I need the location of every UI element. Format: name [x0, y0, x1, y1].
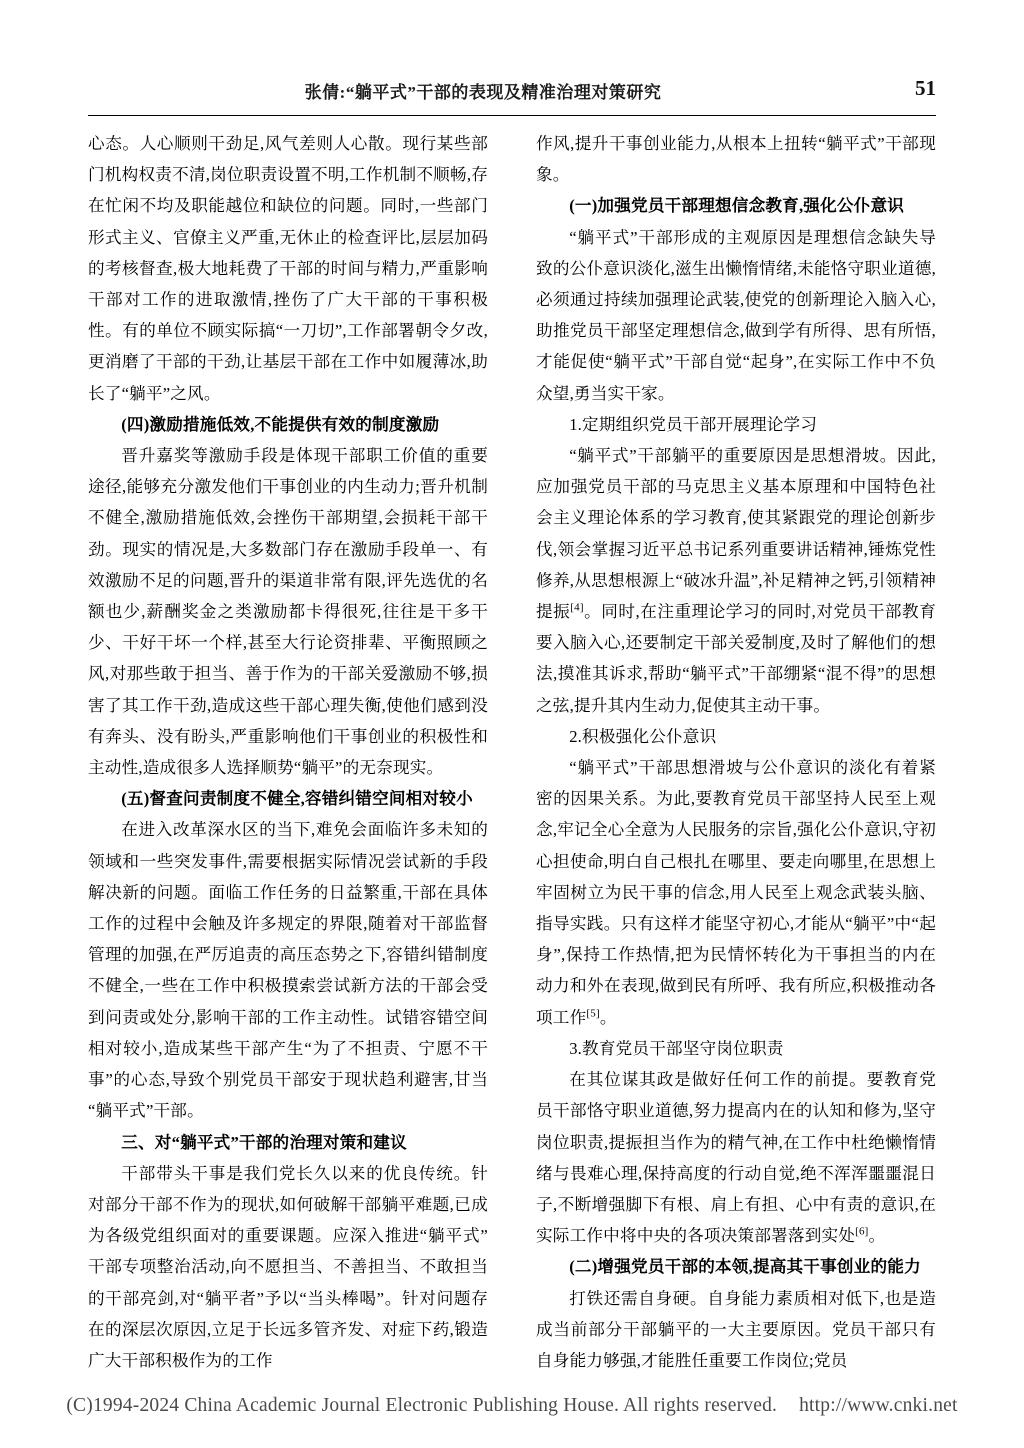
paragraph-text: “躺平式”干部思想滑坡与公仆意识的淡化有着紧密的因果关系。为此,要教育党员干部坚持人民至上观念,牢记全心全意为人民服务的宗旨,强化公仆意识,守初心担使命,明白自己根扎在哪里、要走向哪里,在思想上牢固树立为民干事的信念,用人民至上观念武装头脑、指导实践。只有这样才能坚守初心,才能从“躺平”中“起身”,保持工作热情,把为民情怀转化为干事担当的内在动力和外在表现,做到民有所呼、我有所应,积极推动各项工作: [536, 758, 936, 1027]
page-number: 51: [915, 76, 936, 100]
paragraph-text: “躺平式”干部躺平的重要原因是思想滑坡。因此,应加强党员干部的马克思主义基本原理和中国特色社会主义理论体系的学习教育,使其紧跟党的理论创新步伐,领会掌握习近平总书记系列重要讲话精神,锤炼党性修养,从思想根源上“破冰升温”,补足精神之钙,引领精神提振: [536, 446, 936, 622]
paragraph-text-after: 。: [868, 1226, 886, 1246]
section-heading: (二)增强党员干部的本领,提高其干事创业的能力: [569, 1257, 921, 1277]
two-column-body: [88, 128, 936, 1370]
paragraph: 晋升嘉奖等激励手段是体现干部职工价值的重要途径,能够充分激发他们干事创业的内生动力;晋升机制不健全,激励措施低效,会挫伤干部期望,会损耗干部干劲。现实的情况是,大多数部门存在激励手段单一、有效激励不足的问题,晋升的渠道非常有限,评先选优的名额也少,薪酬奖金之类激励都卡得很死,往往是干多干少、干好干坏一个样,甚至大行论资排辈、平衡照顾之风,对那些敢于担当、善于作为的干部关爱激励不够,损害了其工作干劲,造成这些干部心理失衡,使他们感到没有奔头、没有盼头,严重影响他们干事创业的积极性和主动性,造成很多人选择顺势“躺平”的无奈现实。: [88, 446, 488, 778]
cnki-url: http://www.cnki.net: [799, 1395, 958, 1416]
paragraph-text-after: 。: [599, 1007, 617, 1027]
reference-marker: [6]: [855, 1225, 869, 1238]
section-heading: 三、对“躺平式”干部的治理对策和建议: [121, 1132, 407, 1152]
subsection-heading: 1.定期组织党员干部开展理论学习: [569, 414, 818, 434]
paragraph: [536, 440, 936, 721]
paragraph: 作风,提升干事创业能力,从根本上扭转“躺平式”干部现象。: [536, 134, 936, 185]
paragraph: “躺平式”干部形成的主观原因是理想信念缺失导致的公仆意识淡化,滋生出懒惰情绪,未能恪守职业道德,必须通过持续加强理论武装,使党的创新理论入脑入心,助推党员干部坚定理想信念,做到学有所得、思有所悟,才能促使“躺平式”干部自觉“起身”,在实际工作中不负众望,勇当实干家。: [536, 227, 936, 403]
paragraph: 打铁还需自身硬。自身能力素质相对低下,也是造成当前部分干部躺平的一大主要原因。党员干部只有自身能力够强,才能胜任重要工作岗位;党员: [536, 1288, 936, 1370]
right-column: [536, 128, 936, 1370]
paragraph: 心态。人心顺则干劲足,风气差则人心散。现行某些部门机构权责不清,岗位职责设置不明,工作机制不顺畅,存在忙闲不均及职能越位和缺位的问题。同时,一些部门形式主义、官僚主义严重,无休止的检查评比,层层加码的考核督查,极大地耗费了干部的时间与精力,严重影响干部对工作的进取激情,挫伤了广大干部的干事积极性。有的单位不顾实际搞“一刀切”,工作部署朝令夕改,更消磨了干部的干劲,让基层干部在工作中如履薄冰,助长了“躺平”之风。: [88, 134, 488, 403]
running-head: [88, 78, 936, 112]
section-heading: (一)加强党员干部理想信念教育,强化公仆意识: [569, 196, 905, 216]
copyright-text: (C)1994-2024 China Academic Journal Electronic Publishing House. All rights reserved.: [66, 1395, 778, 1416]
paragraph-text-after: 。同时,在注重理论学习的同时,对党员干部教育要入脑入心,还要制定干部关爱制度,及时了解他们的想法,摸准其诉求,帮助“躺平式”干部绷紧“混不得”的思想之弦,提升其内生动力,促使其主动干事。: [536, 602, 936, 715]
paragraph-text: 在其位谋其政是做好任何工作的前提。要教育党员干部恪守职业道德,努力提高内在的认知和修为,坚守岗位职责,提振担当作为的精气神,在工作中杜绝懒惰情绪与畏难心理,保持高度的行动自觉,绝不浑浑噩噩混日子,不断增强脚下有根、肩上有担、心中有责的意识,在实际工作中将中央的各项决策部署落到实处: [536, 1070, 936, 1246]
reference-marker: [5]: [586, 1007, 600, 1020]
header-divider: [88, 115, 936, 116]
reference-marker: [4]: [570, 601, 584, 614]
running-head-title: 张倩:“躺平式”干部的表现及精准治理对策研究: [304, 83, 662, 102]
left-column: [88, 128, 488, 1370]
section-heading: (四)激励措施低效,不能提供有效的制度激励: [121, 414, 440, 434]
paragraph: [536, 752, 936, 1033]
footer-copyright: [0, 1395, 1024, 1417]
paragraph: 干部带头干事是我们党长久以来的优良传统。针对部分干部不作为的现状,如何破解干部躺平难题,已成为各级党组织面对的重要课题。应深入推进“躺平式”干部专项整治活动,向不愿担当、不善担当、不敢担当的干部亮剑,对“躺平者”予以“当头棒喝”。针对问题存在的深层次原因,立足于长远多管齐发、对症下药,锻造广大干部积极作为的工作: [88, 1163, 488, 1370]
subsection-heading: 3.教育党员干部坚守岗位职责: [569, 1038, 784, 1058]
subsection-heading: 2.积极强化公仆意识: [569, 726, 717, 746]
paragraph: [536, 1064, 936, 1251]
paragraph: 在进入改革深水区的当下,难免会面临许多未知的领域和一些突发事件,需要根据实际情况尝试新的手段解决新的问题。面临工作任务的日益繁重,干部在具体工作的过程中会触及许多规定的界限,随着对干部监督管理的加强,在严厉追责的高压态势之下,容错纠错制度不健全,一些在工作中积极摸索尝试新方法的干部会受到问责或处分,影响干部的工作主动性。试错容错空间相对较小,造成某些干部产生“为了不担责、宁愿不干事”的心态,导致个别党员干部安于现状趋利避害,甘当“躺平式”干部。: [88, 820, 488, 1121]
section-heading: (五)督查问责制度不健全,容错纠错空间相对较小: [121, 789, 473, 809]
